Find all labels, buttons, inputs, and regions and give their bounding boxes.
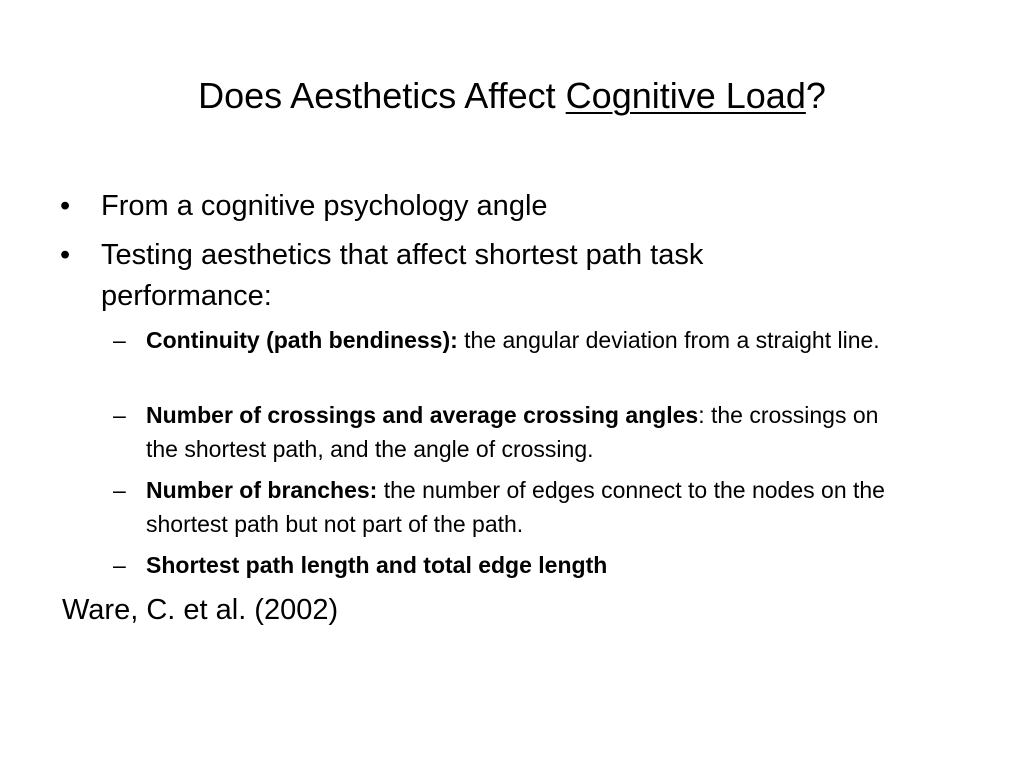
sub-bullet-text	[146, 398, 903, 466]
sub-bullet-term: Number of crossings and average crossing angles	[146, 402, 699, 428]
title-underlined-term: Cognitive Load	[565, 75, 806, 116]
dash-marker: –	[113, 327, 126, 353]
bullet-marker: •	[60, 190, 71, 222]
dash-marker: –	[113, 552, 126, 578]
bullet-text: Testing aesthetics that affect shortest path task performance:	[101, 239, 704, 312]
sub-bullet-text	[146, 548, 903, 582]
sub-bullet-desc: the angular deviation from a straight line.	[457, 327, 880, 353]
bullet-marker: •	[60, 239, 71, 271]
bullet-text: From a cognitive psychology angle	[101, 190, 548, 222]
sub-bullet-desc: the number of edges connect to the nodes on the shortest path but not part of the path.	[146, 477, 885, 537]
sub-bullet-text	[146, 473, 903, 541]
sub-bullet-term: Number of branches:	[146, 477, 378, 503]
sub-bullet-item	[113, 548, 903, 582]
slide-title	[0, 72, 1024, 120]
sub-bullet-term: Continuity (path bendiness):	[146, 327, 458, 353]
sub-bullet-item	[113, 473, 903, 541]
sub-bullet-term: Shortest path length and total edge length	[146, 552, 608, 578]
dash-marker: –	[113, 402, 126, 428]
sub-bullet-desc: : the crossings on the shortest path, and the angle of crossing.	[146, 402, 879, 462]
title-suffix: ?	[805, 75, 826, 116]
citation: Ware, C. et al. (2002)	[62, 594, 339, 626]
dash-marker: –	[113, 477, 126, 503]
sub-bullet-item	[113, 398, 903, 466]
title-prefix: Does Aesthetics Affect	[198, 75, 566, 116]
sub-bullet-item	[113, 323, 903, 357]
bullet-item	[60, 235, 940, 317]
bullet-item	[60, 186, 940, 227]
sub-bullet-text	[146, 323, 903, 357]
